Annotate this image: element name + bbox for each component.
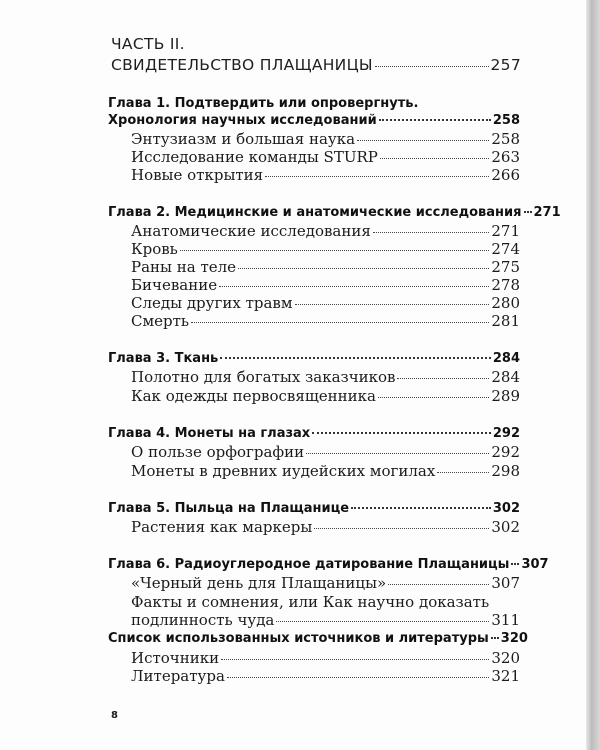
page-number: 275: [491, 258, 520, 276]
toc-item[interactable]: [131, 368, 520, 386]
toc-item-title: Новые открытия: [131, 166, 264, 184]
toc-item-title: Бичевание: [131, 276, 218, 294]
toc-item-title: Раны на теле: [131, 258, 237, 276]
toc-item-title: Как одежды первосвященника: [131, 387, 376, 405]
page-number: 320: [491, 649, 520, 667]
page-number: 274: [491, 240, 520, 258]
leader-dots: [265, 175, 489, 177]
page-number: 258: [491, 130, 520, 148]
page-number: 292: [492, 426, 520, 441]
chapter-1-title-line2: Хронология научных исследований: [108, 113, 377, 128]
leader-dots: [524, 210, 532, 213]
leader-dots: [180, 249, 490, 251]
chapter-4-row[interactable]: [108, 426, 520, 441]
leader-dots: [373, 231, 490, 233]
toc-item[interactable]: [131, 462, 520, 480]
leader-dots: [220, 356, 491, 359]
page-number: 321: [491, 667, 520, 685]
page-number: 298: [491, 462, 520, 480]
toc-item[interactable]: [131, 312, 520, 330]
chapter-5-title: Глава 5. Пыльца на Плащанице: [108, 501, 350, 516]
toc-item-title-line2: подлинность чуда: [131, 611, 275, 629]
leader-dots: [357, 139, 489, 141]
leader-dots: [295, 303, 490, 305]
toc-item-title: Полотно для богатых заказчиков: [131, 368, 396, 386]
chapter-2-title: Глава 2. Медицинские и анатомические исследования: [108, 205, 522, 220]
toc-item[interactable]: [131, 649, 520, 667]
page-number: 257: [490, 56, 521, 74]
page-number: 284: [491, 368, 520, 386]
toc-item[interactable]: [131, 240, 520, 258]
leader-dots: [511, 562, 519, 565]
chapter-3-title: Глава 3. Ткань: [108, 351, 219, 366]
page-number: 307: [491, 574, 520, 592]
chapter-3-row[interactable]: [108, 351, 520, 366]
leader-dots: [397, 377, 489, 379]
chapter-6-title: Глава 6. Радиоуглеродное датирование Плащаницы: [108, 557, 510, 572]
toc-item[interactable]: [131, 166, 520, 184]
toc-item-title: Растения как маркеры: [131, 518, 313, 536]
part-title-row[interactable]: [111, 56, 521, 74]
page-number: 281: [491, 312, 520, 330]
toc-item-title-line1: Факты и сомнения, или Как научно доказать: [131, 593, 490, 611]
toc-item-title: Литература: [131, 667, 225, 685]
leader-dots: [351, 506, 491, 509]
toc-item-title: Следы других травм: [131, 294, 293, 312]
page-number: 258: [492, 113, 520, 128]
toc-item-title: Кровь: [131, 240, 178, 258]
toc-item[interactable]: [131, 611, 520, 629]
toc-item-title: Исследование команды STURP: [131, 148, 378, 166]
leader-dots: [306, 452, 489, 454]
page-number: 280: [491, 294, 520, 312]
toc-item-title: Смерть: [131, 312, 190, 330]
chapter-5-row[interactable]: [108, 501, 520, 516]
page-number: 302: [491, 518, 520, 536]
bibliography-title: Список использованных источников и литературы: [108, 631, 489, 646]
leader-dots: [221, 658, 489, 660]
toc-item-title: Анатомические исследования: [131, 222, 371, 240]
leader-dots: [380, 157, 490, 159]
leader-dots: [437, 471, 489, 473]
toc-item[interactable]: [131, 387, 520, 405]
leader-dots: [314, 527, 489, 529]
page-number: 320: [500, 631, 528, 646]
toc-item[interactable]: [131, 574, 520, 592]
toc-item[interactable]: [131, 222, 520, 240]
page-number: 292: [491, 443, 520, 461]
chapter-6-row[interactable]: [108, 557, 549, 572]
chapter-2-row[interactable]: [108, 205, 561, 220]
leader-dots: [191, 321, 489, 323]
leader-dots: [375, 65, 489, 67]
toc-item[interactable]: [131, 276, 520, 294]
leader-dots: [379, 118, 491, 121]
page-number: 278: [491, 276, 520, 294]
toc-item[interactable]: [131, 667, 520, 685]
page-number: 302: [492, 501, 520, 516]
toc-item-title: О пользе орфографии: [131, 443, 305, 461]
page-number: 284: [492, 351, 520, 366]
leader-dots: [312, 431, 491, 434]
toc-item[interactable]: [131, 148, 520, 166]
chapter-1-title-line1: Глава 1. Подтвердить или опровергнуть.: [108, 96, 419, 111]
bibliography-row[interactable]: [108, 631, 528, 646]
page-number: 263: [491, 148, 520, 166]
chapter-4-title: Глава 4. Монеты на глазах: [108, 426, 311, 441]
page-number: 307: [521, 557, 549, 572]
leader-dots: [227, 676, 489, 678]
toc-item-title: Энтузиазм и большая наука: [131, 130, 356, 148]
page-number: 266: [491, 166, 520, 184]
leader-dots: [491, 636, 499, 639]
toc-item[interactable]: [131, 258, 520, 276]
leader-dots: [219, 285, 489, 287]
leader-dots: [388, 583, 489, 585]
leader-dots: [276, 620, 489, 622]
folio-page-number: 8: [111, 710, 118, 721]
page-number: 271: [533, 205, 561, 220]
leader-dots: [238, 267, 489, 269]
page-edge-shadow: [586, 0, 600, 750]
part-label: ЧАСТЬ II.: [111, 35, 185, 53]
toc-item-title: Монеты в древних иудейских могилах: [131, 462, 436, 480]
toc-item[interactable]: [131, 518, 520, 536]
page-number: 271: [491, 222, 520, 240]
page-number: 311: [491, 611, 520, 629]
toc-item[interactable]: [131, 294, 520, 312]
chapter-1-row[interactable]: [108, 113, 520, 128]
toc-item[interactable]: [131, 130, 520, 148]
toc-item-title: Источники: [131, 649, 220, 667]
toc-item[interactable]: [131, 443, 520, 461]
leader-dots: [378, 396, 489, 398]
part-title: СВИДЕТЕЛЬСТВО ПЛАЩАНИЦЫ: [111, 56, 373, 74]
page-number: 289: [491, 387, 520, 405]
toc-item-title: «Черный день для Плащаницы»: [131, 574, 387, 592]
